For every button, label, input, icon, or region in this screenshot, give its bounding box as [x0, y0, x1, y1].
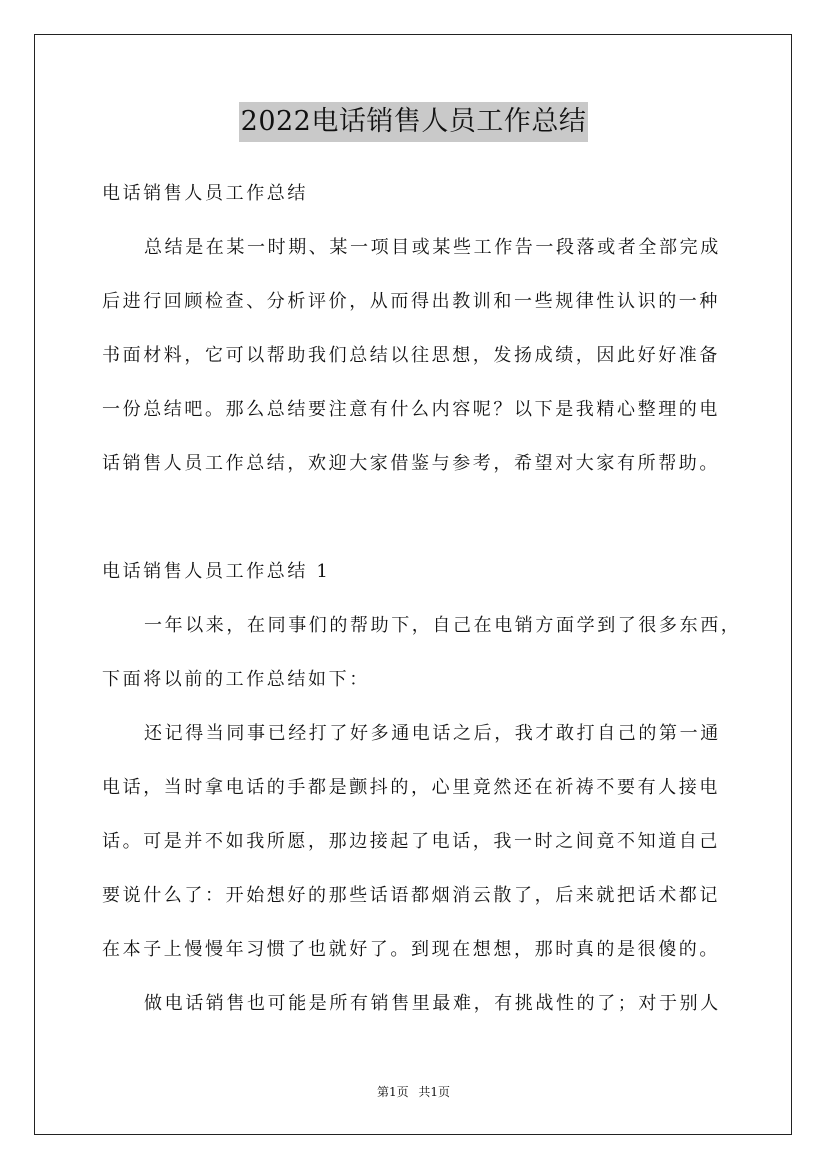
title-container [0, 102, 827, 142]
intro-line-1: 总结是在某一时期、某一项目或某些工作告一段落或者全部完成 [144, 237, 721, 258]
intro-line-2: 后进行回顾检查、分析评价，从而得出教训和一些规律性认识的一种 [102, 291, 720, 312]
section-line-8: 做电话销售也可能是所有销售里最难，有挑战性的了；对于别人 [144, 993, 721, 1014]
section-line-2: 下面将以前的工作总结如下： [102, 669, 370, 690]
document-subtitle: 电话销售人员工作总结 [102, 183, 308, 204]
page-footer [0, 1084, 827, 1100]
section-line-1: 一年以来，在同事们的帮助下，自己在电销方面学到了很多东西， [144, 615, 742, 636]
section-line-3: 还记得当同事已经打了好多通电话之后，我才敢打自己的第一通 [144, 723, 721, 744]
intro-line-3: 书面材料，它可以帮助我们总结以往思想，发扬成绩，因此好好准备 [102, 345, 720, 366]
section-line-4: 电话，当时拿电话的手都是颤抖的，心里竟然还在祈祷不要有人接电 [102, 777, 720, 798]
page-total: 共1页 [418, 1085, 451, 1099]
section-line-6: 要说什么了：开始想好的那些话语都烟消云散了，后来就把话术都记 [102, 885, 720, 906]
page-number: 第1页 [376, 1085, 409, 1099]
intro-line-4: 一份总结吧。那么总结要注意有什么内容呢？以下是我精心整理的电 [102, 399, 720, 420]
document-title: 2022电话销售人员工作总结 [239, 102, 589, 142]
intro-line-5: 话销售人员工作总结，欢迎大家借鉴与参考，希望对大家有所帮助。 [102, 453, 720, 474]
section-line-7: 在本子上慢慢年习惯了也就好了。到现在想想，那时真的是很傻的。 [102, 939, 720, 960]
section-heading: 电话销售人员工作总结 1 [102, 561, 331, 582]
section-line-5: 话。可是并不如我所愿，那边接起了电话，我一时之间竟不知道自己 [102, 831, 720, 852]
